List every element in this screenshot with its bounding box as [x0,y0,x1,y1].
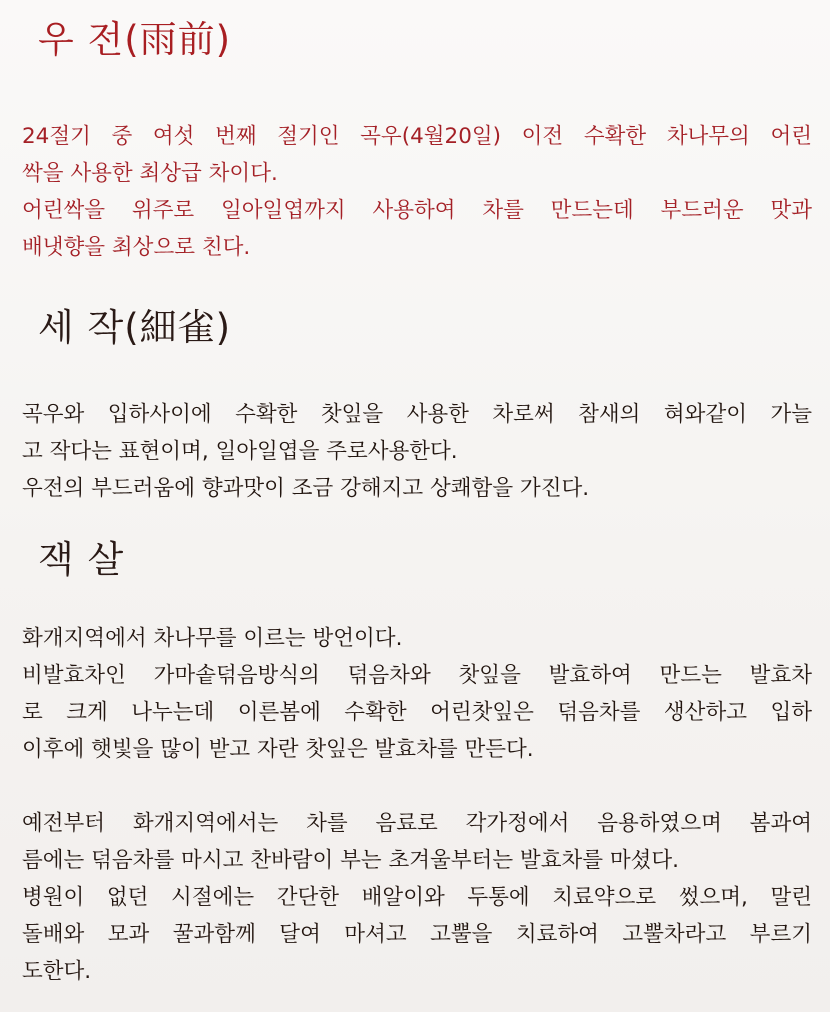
text-line: 름에는 덖음차를 마시고 찬바람이 부는 초겨울부터는 발효차를 마셨다. [22,848,679,873]
section-title-sejak: 세 작(細雀) [38,306,232,349]
section-body-jaeksal-1 [22,620,812,768]
section-title-ujeon: 우 전(雨前) [38,18,232,61]
text-line: 고 작다는 표현이며, 일아일엽을 주로사용한다. [22,439,458,464]
text-line: 비발효차인 가마솥덖음방식의 덖음차와 찻잎을 발효하여 만드는 발효차 [22,663,812,688]
section-body-jaeksal-2 [22,805,812,990]
text-line: 우전의 부드러움에 향과맛이 조금 강해지고 상쾌함을 가진다. [22,476,590,501]
text-line: 싹을 사용한 최상급 차이다. [22,161,278,186]
section-title-jaeksal: 잭 살 [38,538,125,581]
text-line: 곡우와 입하사이에 수확한 찻잎을 사용한 차로써 참새의 혀와같이 가늘 [22,402,812,427]
text-line: 화개지역에서 차나무를 이르는 방언이다. [22,626,403,651]
text-line: 돌배와 모과 꿀과함께 달여 마셔고 고뿔을 치료하여 고뿔차라고 부르기 [22,922,812,947]
text-line: 어린싹을 위주로 일아일엽까지 사용하여 차를 만드는데 부드러운 맛과 [22,198,812,223]
text-line: 도한다. [22,959,92,984]
text-line: 병원이 없던 시절에는 간단한 배알이와 두통에 치료약으로 썼으며, 말린 [22,885,812,910]
text-line: 이후에 햇빛을 많이 받고 자란 찻잎은 발효차를 만든다. [22,737,534,762]
text-line: 배냇향을 최상으로 친다. [22,235,251,260]
text-line: 로 크게 나누는데 이른봄에 수확한 어린찻잎은 덖음차를 생산하고 입하 [22,700,812,725]
section-body-ujeon [22,118,812,266]
text-line: 24절기 중 여섯 번째 절기인 곡우(4월20일) 이전 수확한 차나무의 어린 [22,124,812,149]
text-line: 예전부터 화개지역에서는 차를 음료로 각가정에서 음용하였으며 봄과여 [22,811,812,836]
section-body-sejak [22,396,812,507]
